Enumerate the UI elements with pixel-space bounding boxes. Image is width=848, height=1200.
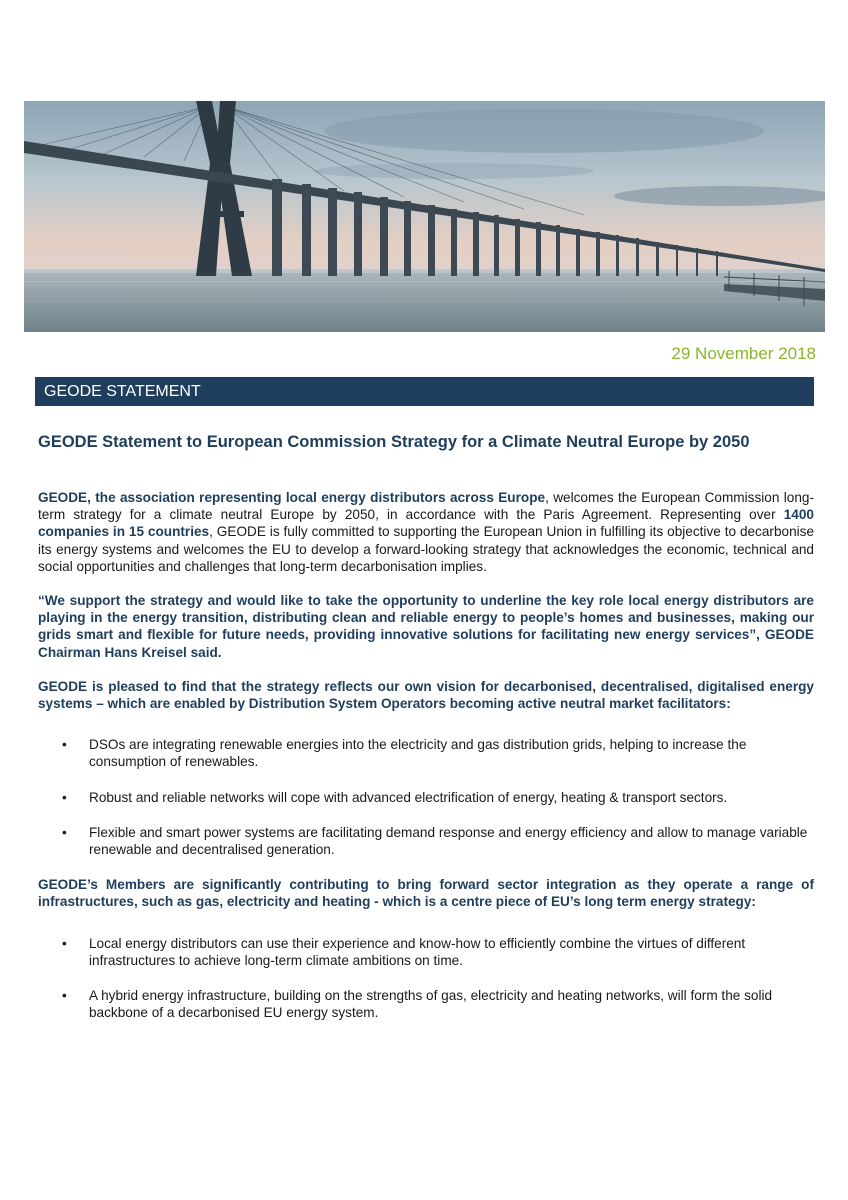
bullet-icon: • bbox=[62, 737, 67, 753]
members-paragraph: GEODE’s Members are significantly contributing to bring forward sector integration as they operate a range of infrastructures, such as gas, electricity and heating - which is a centre piece of EU’s long term energy strategy: bbox=[38, 877, 814, 910]
list-item-text: DSOs are integrating renewable energies into the electricity and gas distribution grids, helping to increase the consumption of renewables. bbox=[89, 737, 747, 770]
intro-text-1: , welcomes the European Commission long-term strategy for a climate neutral Europe by 2050, in accordance with the Paris Agreement. Representing over bbox=[38, 490, 814, 523]
section-banner: GEODE STATEMENT bbox=[35, 377, 814, 406]
hero-bridge-image bbox=[24, 101, 825, 332]
list-item-text: Local energy distributors can use their experience and know-how to efficiently combine the virtues of different infrastructures to achieve long-term climate ambitions on time. bbox=[89, 935, 746, 968]
list-item-text: A hybrid energy infrastructure, building on the strengths of gas, electricity and heating networks, will form the solid backbone of a decarbonised EU energy system. bbox=[89, 988, 773, 1021]
vision-paragraph: GEODE is pleased to find that the strategy reflects our own vision for decarbonised, decentralised, digitalised energy systems – which are enabled by Distribution System Operators becoming active neutral market facilitators: bbox=[38, 678, 814, 712]
bullet-icon: • bbox=[62, 935, 67, 951]
document-title: GEODE Statement to European Commission Strategy for a Climate Neutral Europe by 2050 bbox=[38, 433, 750, 451]
intro-paragraph bbox=[38, 489, 814, 575]
list-item bbox=[38, 736, 814, 770]
bridge-illustration bbox=[24, 101, 825, 332]
bullet-icon: • bbox=[62, 988, 67, 1004]
intro-lead: GEODE, the association representing local energy distributors across Europe bbox=[38, 490, 546, 505]
chairman-quote: “We support the strategy and would like to take the opportunity to underline the key role local energy distributors are playing in the energy transition, distributing clean and reliable energy to people’s homes and businesses, making our grids smart and flexible for future needs, providing innovative solutions for facilitating new energy services”, GEODE Chairman Hans Kreisel said. bbox=[38, 593, 814, 660]
intro-highlight: 1400 companies in 15 countries bbox=[38, 507, 814, 540]
list-item bbox=[38, 935, 814, 969]
members-bullet-list bbox=[38, 935, 814, 1022]
list-item-text: Robust and reliable networks will cope with advanced electrification of energy, heating & transport sectors. bbox=[89, 789, 728, 805]
vision-bullet-list bbox=[38, 736, 814, 858]
list-item bbox=[38, 789, 814, 806]
list-item-text: Flexible and smart power systems are facilitating demand response and energy efficiency and allow to manage variable renewable and decentralised generation. bbox=[89, 824, 808, 858]
bullet-icon: • bbox=[62, 824, 67, 840]
list-item bbox=[38, 824, 814, 858]
date: 29 November 2018 bbox=[671, 344, 816, 363]
intro-text-2: , GEODE is fully committed to supporting the European Union in fulfilling its objective to decarbonise its energy systems and welcomes the EU to develop a forward-looking strategy that acknowledges the economic, technical and social opportunities and challenges that long-term decarbonisation implies. bbox=[38, 524, 815, 574]
bullet-icon: • bbox=[62, 789, 67, 805]
list-item bbox=[38, 987, 814, 1021]
document-body bbox=[38, 489, 814, 1039]
